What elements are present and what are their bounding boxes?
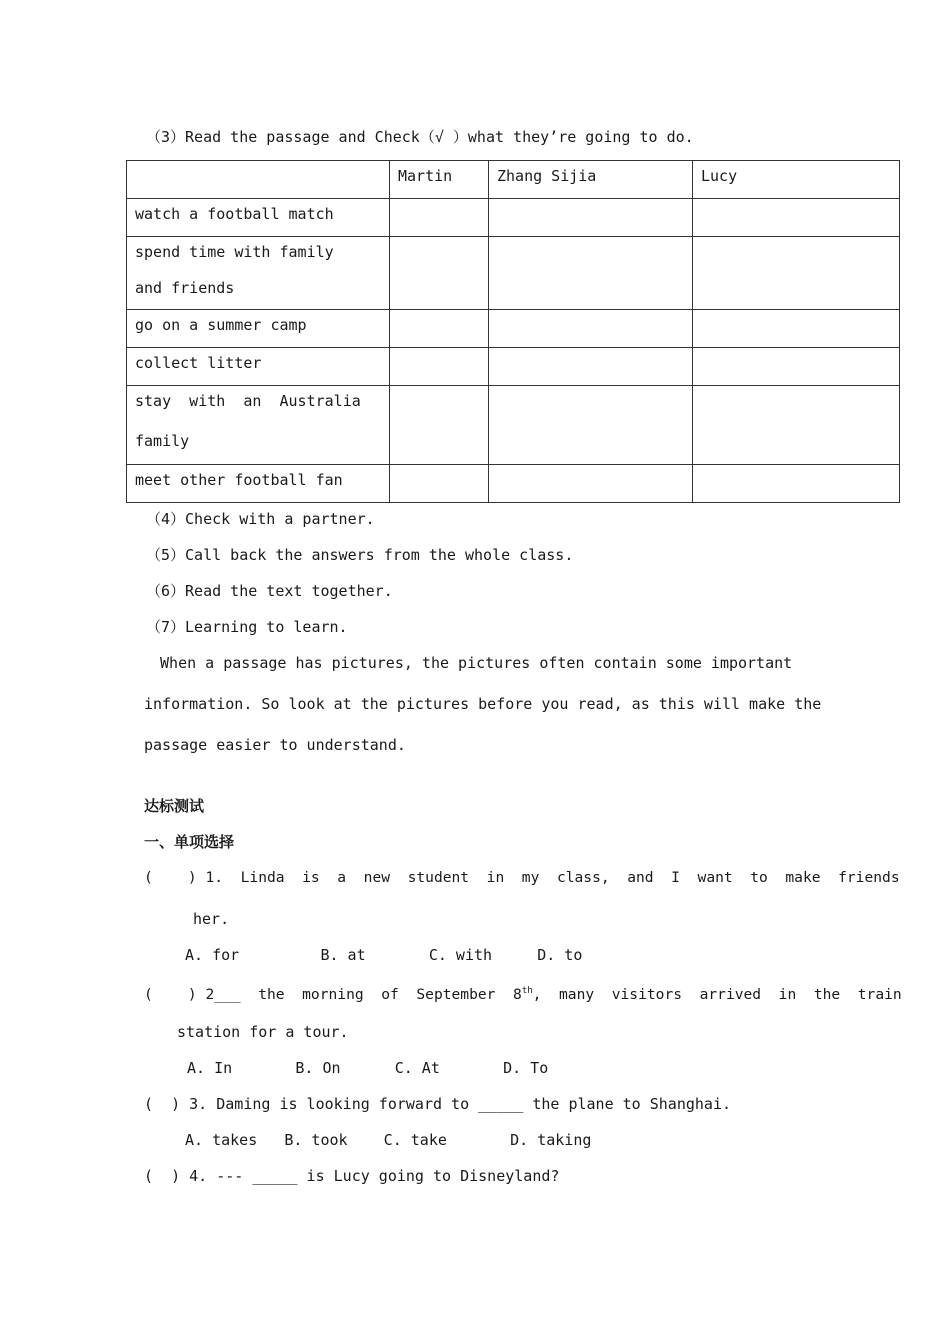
step-4: （4）Check with a partner. <box>146 510 375 528</box>
check-cell[interactable] <box>489 237 693 310</box>
activity-cell: watch a football match <box>127 199 390 237</box>
check-cell[interactable] <box>693 348 900 386</box>
check-cell[interactable] <box>489 386 693 465</box>
question-2-options: A. In B. On C. At D. To <box>187 1059 549 1077</box>
check-cell[interactable] <box>390 199 489 237</box>
question-2-line-2: station for a tour. <box>177 1023 349 1041</box>
activity-line: and friends <box>135 279 235 297</box>
question-2-text-a: ( ) 2___ the morning of September 8 <box>144 985 522 1003</box>
table-row <box>127 310 900 348</box>
heading-single-choice: 一、单项选择 <box>144 833 235 851</box>
check-cell[interactable] <box>390 348 489 386</box>
step-6: （6）Read the text together. <box>146 582 393 600</box>
activity-line: spend time with family <box>135 243 334 261</box>
check-cell[interactable] <box>489 348 693 386</box>
activity-line: stay with an Australia <box>135 392 361 410</box>
table-row <box>127 199 900 237</box>
step-5: （5）Call back the answers from the whole class. <box>146 546 574 564</box>
table-row <box>127 386 900 465</box>
check-cell[interactable] <box>489 465 693 503</box>
question-3-line-1: ( ) 3. Daming is looking forward to _____ the plane to Shanghai. <box>144 1095 731 1113</box>
table-row <box>127 465 900 503</box>
check-cell[interactable] <box>390 237 489 310</box>
question-1-line-1: ( ) 1. Linda is a new student in my class, and I want to make friends <box>144 869 900 886</box>
activity-cell: go on a summer camp <box>127 310 390 348</box>
check-table <box>126 160 900 503</box>
table-header-lucy: Lucy <box>693 161 900 199</box>
check-cell[interactable] <box>693 465 900 503</box>
ordinal-suffix: th <box>521 986 533 996</box>
check-cell[interactable] <box>390 310 489 348</box>
tip-line-2: information. So look at the pictures before you read, as this will make the <box>144 695 822 713</box>
tip-line-1: When a passage has pictures, the pictures often contain some important <box>151 654 793 672</box>
question-3-options: A. takes B. took C. take D. taking <box>185 1131 592 1149</box>
check-cell[interactable] <box>489 199 693 237</box>
question-1-options: A. for B. at C. with D. to <box>185 946 583 964</box>
step-7: （7）Learning to learn. <box>146 618 348 636</box>
activity-cell <box>127 237 390 310</box>
activity-line: family <box>135 432 190 450</box>
check-cell[interactable] <box>693 199 900 237</box>
activity-cell <box>127 386 390 465</box>
table-header-cell <box>127 161 390 199</box>
table-row <box>127 237 900 310</box>
check-cell[interactable] <box>693 237 900 310</box>
check-cell[interactable] <box>489 310 693 348</box>
check-cell[interactable] <box>693 310 900 348</box>
tip-line-3: passage easier to understand. <box>144 736 406 754</box>
table-header-martin: Martin <box>390 161 489 199</box>
heading-test: 达标测试 <box>144 797 205 815</box>
table-header-zhang-sijia: Zhang Sijia <box>489 161 693 199</box>
activity-cell: collect litter <box>127 348 390 386</box>
question-2-line-1 <box>144 982 902 1004</box>
question-1-line-2: her. <box>193 910 230 928</box>
question-4-line-1: ( ) 4. --- _____ is Lucy going to Disneyland? <box>144 1167 560 1185</box>
check-cell[interactable] <box>390 465 489 503</box>
check-cell[interactable] <box>693 386 900 465</box>
check-cell[interactable] <box>390 386 489 465</box>
table-header-row <box>127 161 900 199</box>
question-2-text-b: , many visitors arrived in the train <box>532 985 902 1003</box>
table-row <box>127 348 900 386</box>
section-3-instruction: （3）Read the passage and Check（√ ）what they’re going to do. <box>146 128 694 146</box>
activity-cell: meet other football fan <box>127 465 390 503</box>
